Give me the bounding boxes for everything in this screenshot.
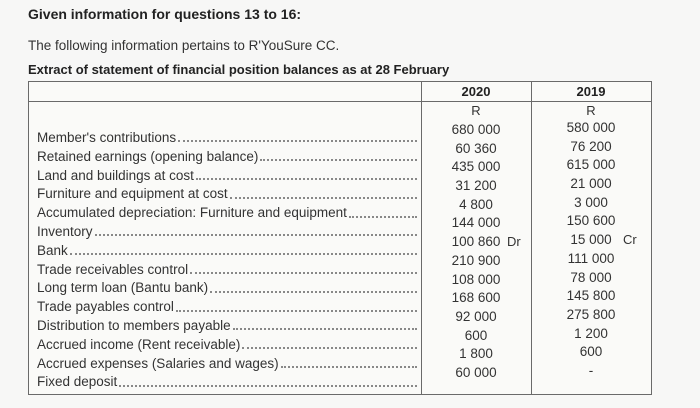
value-cell-2019	[531, 287, 651, 306]
line-item-row	[37, 373, 417, 392]
value-cell-2019	[531, 250, 651, 269]
amount-2020: 168 600	[451, 290, 501, 306]
line-item-row	[37, 185, 417, 204]
line-item-row	[37, 242, 417, 261]
line-item-label: Trade payables control	[37, 299, 174, 315]
unit-2019-header: R	[586, 103, 596, 118]
value-cell-2020	[421, 289, 531, 308]
line-item-label: Accumulated depreciation: Furniture and equipment	[37, 205, 347, 221]
dotted-leader	[70, 253, 417, 255]
dotted-leader	[178, 140, 417, 142]
value-cell-2019	[531, 119, 651, 138]
intro-text: The following information pertains to R'YouSure CC.	[28, 38, 340, 53]
value-cell-2020	[421, 308, 531, 327]
line-item-row	[37, 223, 417, 242]
amount-2020: 4 800	[459, 196, 493, 212]
line-item-row	[37, 167, 417, 186]
amount-2020: 680 000	[451, 122, 501, 137]
line-item-label: Fixed deposit	[37, 374, 118, 390]
line-item-label: Long term loan (Bantu bank)	[37, 280, 209, 296]
amount-2020: 108 000	[451, 271, 501, 287]
value-cell-2020	[421, 345, 531, 364]
amount-2020: 435 000	[451, 159, 501, 175]
dotted-leader	[233, 328, 417, 330]
dotted-leader	[242, 347, 417, 349]
amount-2019: 78 000	[570, 269, 612, 285]
value-cell-2019	[531, 325, 651, 344]
amount-2019: 111 000	[567, 250, 615, 266]
line-item-row	[37, 298, 417, 317]
line-item-label: Accrued income (Rent receivable)	[37, 336, 241, 352]
amount-2019: 600	[579, 344, 603, 360]
amount-2020: 210 900	[451, 252, 501, 268]
line-item-label: Bank	[37, 242, 68, 258]
amount-2019: 76 200	[570, 138, 612, 154]
page-heading: Given information for questions 13 to 16:	[28, 6, 302, 22]
value-cell-2019	[531, 156, 651, 175]
line-item-label: Retained earnings (opening balance)	[37, 148, 259, 164]
amount-2020: 600	[464, 327, 488, 343]
line-item-row	[37, 129, 417, 148]
value-cell-2020	[421, 158, 531, 177]
value-cell-2020	[421, 214, 531, 233]
item-labels	[37, 129, 417, 392]
line-item-row	[37, 148, 417, 167]
dotted-leader	[196, 178, 417, 180]
dr-cr-indicator: Cr	[623, 232, 637, 248]
dotted-leader	[119, 385, 417, 387]
value-cell-2020	[421, 233, 531, 252]
line-item-row	[37, 336, 417, 355]
balances-table	[28, 81, 652, 395]
amount-2019: 615 000	[566, 157, 616, 173]
dotted-leader	[190, 272, 417, 274]
value-cell-2019	[531, 269, 651, 288]
line-item-row	[37, 261, 417, 280]
amount-2019: 145 800	[566, 288, 616, 304]
amount-2019: 15 000	[570, 232, 612, 248]
line-item-label: Furniture and equipment at cost	[37, 186, 228, 202]
amount-2020: 144 000	[451, 215, 501, 231]
value-cell-2019	[531, 306, 651, 325]
line-item-label: Land and buildings at cost	[37, 167, 194, 183]
line-item-label: Distribution to members payable	[37, 317, 231, 333]
amount-2019: 275 800	[566, 306, 616, 322]
dotted-leader	[281, 366, 417, 368]
unit-2020-header: R	[471, 103, 481, 118]
value-cell-2019	[531, 194, 651, 213]
values-2019	[531, 119, 651, 381]
amount-2020: 100 860	[451, 234, 501, 250]
value-cell-2020	[421, 196, 531, 215]
dr-cr-indicator: Dr	[507, 234, 521, 250]
amount-2019: 1 200	[574, 325, 608, 341]
value-cell-2019	[531, 362, 651, 381]
dotted-leader	[260, 159, 417, 161]
value-cell-2020	[421, 252, 531, 271]
amount-2020: 92 000	[455, 308, 497, 324]
value-cell-2020	[421, 327, 531, 346]
dotted-leader	[176, 310, 417, 312]
dotted-leader	[349, 216, 417, 218]
amount-2020: 1 800	[459, 346, 493, 362]
value-cell-2019	[531, 175, 651, 194]
values-2020	[421, 121, 531, 383]
amount-2019: 150 600	[566, 213, 616, 229]
value-cell-2019	[531, 343, 651, 362]
amount-2019: 3 000	[574, 194, 608, 210]
value-cell-2020	[421, 364, 531, 383]
year-2019-header: 2019	[576, 84, 606, 99]
amount-2020: 31 200	[455, 178, 497, 194]
value-cell-2020	[421, 140, 531, 159]
amount-2019: -	[588, 362, 594, 378]
line-item-label: Accrued expenses (Salaries and wages)	[37, 355, 279, 371]
line-item-row	[37, 204, 417, 223]
dotted-leader	[230, 197, 417, 199]
value-cell-2020	[421, 177, 531, 196]
value-cell-2019	[531, 212, 651, 231]
year-2020-header: 2020	[461, 84, 491, 99]
line-item-row	[37, 279, 417, 298]
value-cell-2019	[531, 231, 651, 250]
line-item-row	[37, 317, 417, 336]
line-item-label: Trade receivables control	[37, 261, 189, 277]
amount-2020: 60 000	[455, 364, 497, 380]
dotted-leader	[95, 234, 417, 236]
amount-2019: 21 000	[570, 176, 612, 192]
line-item-label: Member's contributions	[37, 130, 177, 145]
value-cell-2020	[421, 121, 531, 140]
dotted-leader	[210, 291, 417, 293]
extract-title: Extract of statement of financial position balances as at 28 February	[28, 62, 450, 77]
line-item-label: Inventory	[37, 223, 93, 239]
line-item-row	[37, 355, 417, 374]
value-cell-2019	[531, 138, 651, 157]
value-cell-2020	[421, 271, 531, 290]
header-rule	[29, 101, 651, 102]
amount-2020: 60 360	[455, 140, 497, 156]
amount-2019: 580 000	[566, 120, 616, 135]
